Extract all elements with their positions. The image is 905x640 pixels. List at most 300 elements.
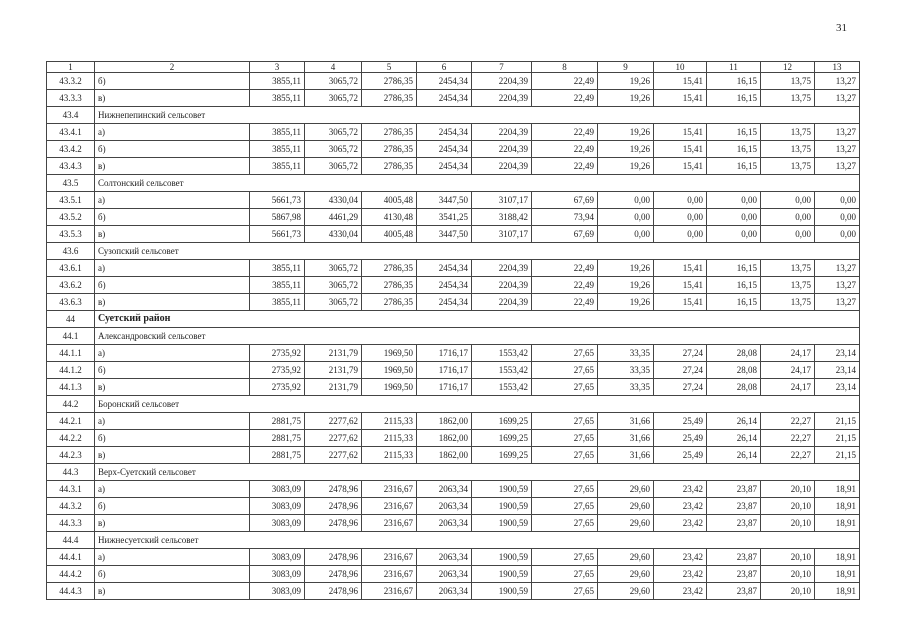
column-header: 3 bbox=[250, 62, 305, 73]
table-cell: 27,24 bbox=[654, 362, 707, 379]
table-cell: 13,75 bbox=[761, 73, 815, 90]
table-cell: 25,49 bbox=[654, 430, 707, 447]
table-cell: 13,75 bbox=[761, 294, 815, 311]
table-cell: 23,42 bbox=[654, 566, 707, 583]
table-cell: 2478,96 bbox=[305, 583, 362, 600]
table-cell: 1553,42 bbox=[472, 345, 532, 362]
row-label: б) bbox=[95, 141, 250, 158]
table-cell: 26,14 bbox=[707, 413, 761, 430]
row-code: 44.3.3 bbox=[47, 515, 95, 532]
section-row bbox=[47, 175, 860, 192]
table-cell: 2115,33 bbox=[362, 413, 417, 430]
table-cell: 24,17 bbox=[761, 379, 815, 396]
table-cell: 0,00 bbox=[761, 226, 815, 243]
table-cell: 13,27 bbox=[815, 294, 860, 311]
section-title: Александровский сельсовет bbox=[95, 328, 860, 345]
table-cell: 13,27 bbox=[815, 260, 860, 277]
table-cell: 2063,34 bbox=[417, 566, 472, 583]
table-row bbox=[47, 515, 860, 532]
row-label: б) bbox=[95, 277, 250, 294]
table-cell: 4005,48 bbox=[362, 192, 417, 209]
table-cell: 3855,11 bbox=[250, 73, 305, 90]
section-row bbox=[47, 328, 860, 345]
table-cell: 2881,75 bbox=[250, 430, 305, 447]
table-cell: 27,65 bbox=[532, 498, 598, 515]
table-cell: 2063,34 bbox=[417, 481, 472, 498]
row-label: б) bbox=[95, 209, 250, 226]
table-cell: 0,00 bbox=[815, 192, 860, 209]
table-cell: 2735,92 bbox=[250, 379, 305, 396]
column-header: 13 bbox=[815, 62, 860, 73]
row-label: в) bbox=[95, 583, 250, 600]
row-label: а) bbox=[95, 124, 250, 141]
table-cell: 22,27 bbox=[761, 447, 815, 464]
table-cell: 0,00 bbox=[654, 226, 707, 243]
table-cell: 2316,67 bbox=[362, 481, 417, 498]
row-label: б) bbox=[95, 566, 250, 583]
table-cell: 25,49 bbox=[654, 413, 707, 430]
table-cell: 13,27 bbox=[815, 158, 860, 175]
table-cell: 1716,17 bbox=[417, 362, 472, 379]
table-cell: 19,26 bbox=[598, 294, 654, 311]
table-cell: 24,17 bbox=[761, 345, 815, 362]
row-code: 44.2.3 bbox=[47, 447, 95, 464]
table-cell: 20,10 bbox=[761, 566, 815, 583]
row-label: а) bbox=[95, 481, 250, 498]
table-cell: 19,26 bbox=[598, 124, 654, 141]
table-body bbox=[47, 73, 860, 600]
table-cell: 1716,17 bbox=[417, 345, 472, 362]
table-cell: 13,75 bbox=[761, 90, 815, 107]
table-cell: 2454,34 bbox=[417, 294, 472, 311]
table-cell: 27,65 bbox=[532, 430, 598, 447]
table-cell: 27,65 bbox=[532, 413, 598, 430]
table-row bbox=[47, 90, 860, 107]
table-cell: 23,14 bbox=[815, 362, 860, 379]
table-cell: 16,15 bbox=[707, 141, 761, 158]
table-cell: 2454,34 bbox=[417, 73, 472, 90]
table-cell: 16,15 bbox=[707, 260, 761, 277]
table-cell: 4005,48 bbox=[362, 226, 417, 243]
table-cell: 5661,73 bbox=[250, 192, 305, 209]
section-row bbox=[47, 396, 860, 413]
table-cell: 26,14 bbox=[707, 430, 761, 447]
column-header: 11 bbox=[707, 62, 761, 73]
row-label: б) bbox=[95, 362, 250, 379]
table-row bbox=[47, 362, 860, 379]
table-row bbox=[47, 209, 860, 226]
table-cell: 33,35 bbox=[598, 345, 654, 362]
table-cell: 1862,00 bbox=[417, 413, 472, 430]
row-code: 43.6.1 bbox=[47, 260, 95, 277]
table-cell: 0,00 bbox=[598, 209, 654, 226]
table-cell: 2454,34 bbox=[417, 158, 472, 175]
table-row bbox=[47, 260, 860, 277]
section-row bbox=[47, 464, 860, 481]
table-cell: 1699,25 bbox=[472, 413, 532, 430]
table-cell: 0,00 bbox=[598, 192, 654, 209]
table-cell: 2454,34 bbox=[417, 260, 472, 277]
table-cell: 3107,17 bbox=[472, 226, 532, 243]
table-cell: 15,41 bbox=[654, 294, 707, 311]
row-code: 43.5 bbox=[47, 175, 95, 192]
table-cell: 0,00 bbox=[654, 209, 707, 226]
row-label: в) bbox=[95, 515, 250, 532]
table-cell: 2204,39 bbox=[472, 124, 532, 141]
table-cell: 16,15 bbox=[707, 294, 761, 311]
table-cell: 22,49 bbox=[532, 294, 598, 311]
table-cell: 2063,34 bbox=[417, 549, 472, 566]
table-cell: 20,10 bbox=[761, 498, 815, 515]
table-cell: 13,27 bbox=[815, 73, 860, 90]
table-cell: 31,66 bbox=[598, 430, 654, 447]
table-cell: 27,65 bbox=[532, 583, 598, 600]
table-cell: 2131,79 bbox=[305, 379, 362, 396]
row-code: 44.4.1 bbox=[47, 549, 95, 566]
table-cell: 13,75 bbox=[761, 158, 815, 175]
table-cell: 19,26 bbox=[598, 73, 654, 90]
table-cell: 15,41 bbox=[654, 260, 707, 277]
table-cell: 2478,96 bbox=[305, 515, 362, 532]
section-title: Боронский сельсовет bbox=[95, 396, 860, 413]
table-cell: 2786,35 bbox=[362, 260, 417, 277]
table-cell: 2204,39 bbox=[472, 141, 532, 158]
table-cell: 0,00 bbox=[654, 192, 707, 209]
table-cell: 13,27 bbox=[815, 141, 860, 158]
table-cell: 2454,34 bbox=[417, 141, 472, 158]
table-cell: 27,24 bbox=[654, 379, 707, 396]
table-row bbox=[47, 447, 860, 464]
table-cell: 13,27 bbox=[815, 90, 860, 107]
table-cell: 27,65 bbox=[532, 481, 598, 498]
table-cell: 3065,72 bbox=[305, 260, 362, 277]
table-row bbox=[47, 583, 860, 600]
table-row bbox=[47, 498, 860, 515]
table-cell: 22,49 bbox=[532, 260, 598, 277]
table-cell: 2204,39 bbox=[472, 90, 532, 107]
row-code: 44.1 bbox=[47, 328, 95, 345]
table-cell: 2735,92 bbox=[250, 362, 305, 379]
table-cell: 21,15 bbox=[815, 430, 860, 447]
table-cell: 23,42 bbox=[654, 549, 707, 566]
row-code: 43.5.3 bbox=[47, 226, 95, 243]
row-label: в) bbox=[95, 226, 250, 243]
row-code: 44 bbox=[47, 311, 95, 328]
row-code: 44.1.2 bbox=[47, 362, 95, 379]
table-cell: 0,00 bbox=[598, 226, 654, 243]
table-cell: 23,42 bbox=[654, 583, 707, 600]
table-cell: 23,42 bbox=[654, 515, 707, 532]
section-title: Нижнесуетский сельсовет bbox=[95, 532, 860, 549]
table-cell: 13,27 bbox=[815, 277, 860, 294]
table-row bbox=[47, 158, 860, 175]
table-row bbox=[47, 73, 860, 90]
table-cell: 0,00 bbox=[707, 209, 761, 226]
table-cell: 29,60 bbox=[598, 583, 654, 600]
table-cell: 67,69 bbox=[532, 226, 598, 243]
table-cell: 2786,35 bbox=[362, 90, 417, 107]
table-cell: 5661,73 bbox=[250, 226, 305, 243]
table-cell: 2131,79 bbox=[305, 362, 362, 379]
table-cell: 2204,39 bbox=[472, 277, 532, 294]
table-cell: 1969,50 bbox=[362, 362, 417, 379]
table-cell: 27,24 bbox=[654, 345, 707, 362]
district-row bbox=[47, 311, 860, 328]
table-cell: 2277,62 bbox=[305, 447, 362, 464]
table-cell: 15,41 bbox=[654, 141, 707, 158]
table-cell: 2454,34 bbox=[417, 124, 472, 141]
column-header: 8 bbox=[532, 62, 598, 73]
table-cell: 16,15 bbox=[707, 90, 761, 107]
table-cell: 22,49 bbox=[532, 277, 598, 294]
table-cell: 2881,75 bbox=[250, 413, 305, 430]
table-cell: 1969,50 bbox=[362, 379, 417, 396]
table-cell: 2735,92 bbox=[250, 345, 305, 362]
table-cell: 23,87 bbox=[707, 583, 761, 600]
table-cell: 16,15 bbox=[707, 124, 761, 141]
row-code: 44.1.3 bbox=[47, 379, 95, 396]
table-row bbox=[47, 294, 860, 311]
table-cell: 20,10 bbox=[761, 481, 815, 498]
row-code: 44.4 bbox=[47, 532, 95, 549]
table-cell: 4130,48 bbox=[362, 209, 417, 226]
table-cell: 22,49 bbox=[532, 158, 598, 175]
row-code: 44.2 bbox=[47, 396, 95, 413]
table-row bbox=[47, 192, 860, 209]
table-cell: 2454,34 bbox=[417, 90, 472, 107]
table-cell: 26,14 bbox=[707, 447, 761, 464]
table-cell: 3065,72 bbox=[305, 124, 362, 141]
table-cell: 3083,09 bbox=[250, 566, 305, 583]
table-cell: 3065,72 bbox=[305, 294, 362, 311]
table-cell: 18,91 bbox=[815, 583, 860, 600]
table-cell: 2881,75 bbox=[250, 447, 305, 464]
table-cell: 3083,09 bbox=[250, 498, 305, 515]
table-cell: 18,91 bbox=[815, 566, 860, 583]
table-cell: 23,87 bbox=[707, 498, 761, 515]
table-cell: 73,94 bbox=[532, 209, 598, 226]
table-cell: 23,87 bbox=[707, 515, 761, 532]
table-cell: 2316,67 bbox=[362, 566, 417, 583]
table-cell: 27,65 bbox=[532, 447, 598, 464]
table-cell: 1969,50 bbox=[362, 345, 417, 362]
column-header: 7 bbox=[472, 62, 532, 73]
table-cell: 2478,96 bbox=[305, 549, 362, 566]
table-cell: 2063,34 bbox=[417, 515, 472, 532]
table-cell: 4461,29 bbox=[305, 209, 362, 226]
row-code: 44.2.2 bbox=[47, 430, 95, 447]
table-cell: 2786,35 bbox=[362, 73, 417, 90]
row-code: 44.4.3 bbox=[47, 583, 95, 600]
table-cell: 1699,25 bbox=[472, 430, 532, 447]
table-cell: 2786,35 bbox=[362, 158, 417, 175]
table-cell: 22,49 bbox=[532, 124, 598, 141]
row-code: 43.4.3 bbox=[47, 158, 95, 175]
table-cell: 22,27 bbox=[761, 413, 815, 430]
table-cell: 3855,11 bbox=[250, 277, 305, 294]
table-cell: 20,10 bbox=[761, 549, 815, 566]
row-label: а) bbox=[95, 260, 250, 277]
table-cell: 1900,59 bbox=[472, 583, 532, 600]
table-cell: 2478,96 bbox=[305, 498, 362, 515]
table-cell: 31,66 bbox=[598, 447, 654, 464]
table-cell: 13,75 bbox=[761, 124, 815, 141]
table-cell: 1900,59 bbox=[472, 566, 532, 583]
row-code: 44.3.2 bbox=[47, 498, 95, 515]
table-cell: 13,75 bbox=[761, 277, 815, 294]
table-row bbox=[47, 141, 860, 158]
row-code: 44.4.2 bbox=[47, 566, 95, 583]
table-cell: 2478,96 bbox=[305, 566, 362, 583]
row-code: 44.3 bbox=[47, 464, 95, 481]
table-cell: 3855,11 bbox=[250, 141, 305, 158]
table-cell: 18,91 bbox=[815, 515, 860, 532]
table-cell: 1900,59 bbox=[472, 498, 532, 515]
table-cell: 2204,39 bbox=[472, 294, 532, 311]
row-code: 43.5.2 bbox=[47, 209, 95, 226]
table-cell: 3065,72 bbox=[305, 90, 362, 107]
table-cell: 2204,39 bbox=[472, 158, 532, 175]
table-cell: 23,87 bbox=[707, 566, 761, 583]
row-label: б) bbox=[95, 430, 250, 447]
row-code: 43.4.1 bbox=[47, 124, 95, 141]
table-cell: 33,35 bbox=[598, 362, 654, 379]
table-cell: 4330,04 bbox=[305, 226, 362, 243]
table-cell: 2277,62 bbox=[305, 430, 362, 447]
table-cell: 29,60 bbox=[598, 481, 654, 498]
column-header: 10 bbox=[654, 62, 707, 73]
table-cell: 28,08 bbox=[707, 362, 761, 379]
section-title: Сузопский сельсовет bbox=[95, 243, 860, 260]
table-cell: 3083,09 bbox=[250, 549, 305, 566]
table-cell: 19,26 bbox=[598, 277, 654, 294]
row-code: 43.4.2 bbox=[47, 141, 95, 158]
table-cell: 2786,35 bbox=[362, 141, 417, 158]
row-label: а) bbox=[95, 192, 250, 209]
row-code: 43.4 bbox=[47, 107, 95, 124]
table-cell: 3065,72 bbox=[305, 73, 362, 90]
table-cell: 2786,35 bbox=[362, 294, 417, 311]
table-cell: 29,60 bbox=[598, 515, 654, 532]
table-cell: 2316,67 bbox=[362, 498, 417, 515]
table-cell: 2316,67 bbox=[362, 515, 417, 532]
table-cell: 19,26 bbox=[598, 158, 654, 175]
table-row bbox=[47, 277, 860, 294]
row-label: в) bbox=[95, 294, 250, 311]
section-title: Солтонский сельсовет bbox=[95, 175, 860, 192]
table-cell: 0,00 bbox=[761, 192, 815, 209]
row-label: а) bbox=[95, 549, 250, 566]
table-cell: 27,65 bbox=[532, 566, 598, 583]
page-number: 31 bbox=[836, 22, 847, 34]
table-cell: 21,15 bbox=[815, 447, 860, 464]
table-cell: 3083,09 bbox=[250, 515, 305, 532]
table-cell: 20,10 bbox=[761, 583, 815, 600]
row-code: 43.6.2 bbox=[47, 277, 95, 294]
column-header: 1 bbox=[47, 62, 95, 73]
table-cell: 3855,11 bbox=[250, 124, 305, 141]
table-cell: 19,26 bbox=[598, 260, 654, 277]
table-row bbox=[47, 430, 860, 447]
table-cell: 0,00 bbox=[815, 209, 860, 226]
table-cell: 2131,79 bbox=[305, 345, 362, 362]
table-cell: 31,66 bbox=[598, 413, 654, 430]
table-row bbox=[47, 481, 860, 498]
table-cell: 0,00 bbox=[761, 209, 815, 226]
table-row bbox=[47, 549, 860, 566]
table-cell: 23,42 bbox=[654, 498, 707, 515]
table-cell: 3855,11 bbox=[250, 158, 305, 175]
district-title: Суетский район bbox=[95, 311, 860, 328]
row-label: в) bbox=[95, 158, 250, 175]
table-cell: 15,41 bbox=[654, 277, 707, 294]
table-cell: 3541,25 bbox=[417, 209, 472, 226]
table-cell: 23,14 bbox=[815, 345, 860, 362]
table-cell: 23,87 bbox=[707, 549, 761, 566]
row-code: 43.3.3 bbox=[47, 90, 95, 107]
table-cell: 2115,33 bbox=[362, 430, 417, 447]
row-label: а) bbox=[95, 413, 250, 430]
row-code: 44.3.1 bbox=[47, 481, 95, 498]
column-header: 9 bbox=[598, 62, 654, 73]
table-cell: 27,65 bbox=[532, 379, 598, 396]
table-cell: 1553,42 bbox=[472, 362, 532, 379]
table-cell: 2115,33 bbox=[362, 447, 417, 464]
table-row bbox=[47, 566, 860, 583]
header-row bbox=[47, 62, 860, 73]
table-cell: 3447,50 bbox=[417, 192, 472, 209]
table-cell: 22,49 bbox=[532, 141, 598, 158]
table-cell: 2786,35 bbox=[362, 277, 417, 294]
table-cell: 15,41 bbox=[654, 124, 707, 141]
table-cell: 3855,11 bbox=[250, 294, 305, 311]
table-row bbox=[47, 124, 860, 141]
table-cell: 18,91 bbox=[815, 498, 860, 515]
table-cell: 23,42 bbox=[654, 481, 707, 498]
table-cell: 3855,11 bbox=[250, 90, 305, 107]
table-cell: 0,00 bbox=[707, 226, 761, 243]
table-cell: 16,15 bbox=[707, 158, 761, 175]
table-cell: 25,49 bbox=[654, 447, 707, 464]
table-cell: 3065,72 bbox=[305, 277, 362, 294]
table-cell: 2316,67 bbox=[362, 583, 417, 600]
row-label: б) bbox=[95, 73, 250, 90]
table-cell: 1900,59 bbox=[472, 481, 532, 498]
row-label: в) bbox=[95, 379, 250, 396]
table-cell: 23,14 bbox=[815, 379, 860, 396]
table-cell: 28,08 bbox=[707, 379, 761, 396]
table-cell: 1862,00 bbox=[417, 447, 472, 464]
table-cell: 29,60 bbox=[598, 498, 654, 515]
table-cell: 2454,34 bbox=[417, 277, 472, 294]
table-cell: 1900,59 bbox=[472, 549, 532, 566]
row-label: а) bbox=[95, 345, 250, 362]
table-cell: 22,49 bbox=[532, 90, 598, 107]
table-cell: 27,65 bbox=[532, 515, 598, 532]
column-header: 2 bbox=[95, 62, 250, 73]
table-row bbox=[47, 345, 860, 362]
column-header: 6 bbox=[417, 62, 472, 73]
table-cell: 13,75 bbox=[761, 260, 815, 277]
table-cell: 3107,17 bbox=[472, 192, 532, 209]
section-row bbox=[47, 107, 860, 124]
table-cell: 29,60 bbox=[598, 566, 654, 583]
table-cell: 2277,62 bbox=[305, 413, 362, 430]
table-cell: 2063,34 bbox=[417, 498, 472, 515]
row-code: 43.6.3 bbox=[47, 294, 95, 311]
table-cell: 16,15 bbox=[707, 73, 761, 90]
row-code: 43.6 bbox=[47, 243, 95, 260]
